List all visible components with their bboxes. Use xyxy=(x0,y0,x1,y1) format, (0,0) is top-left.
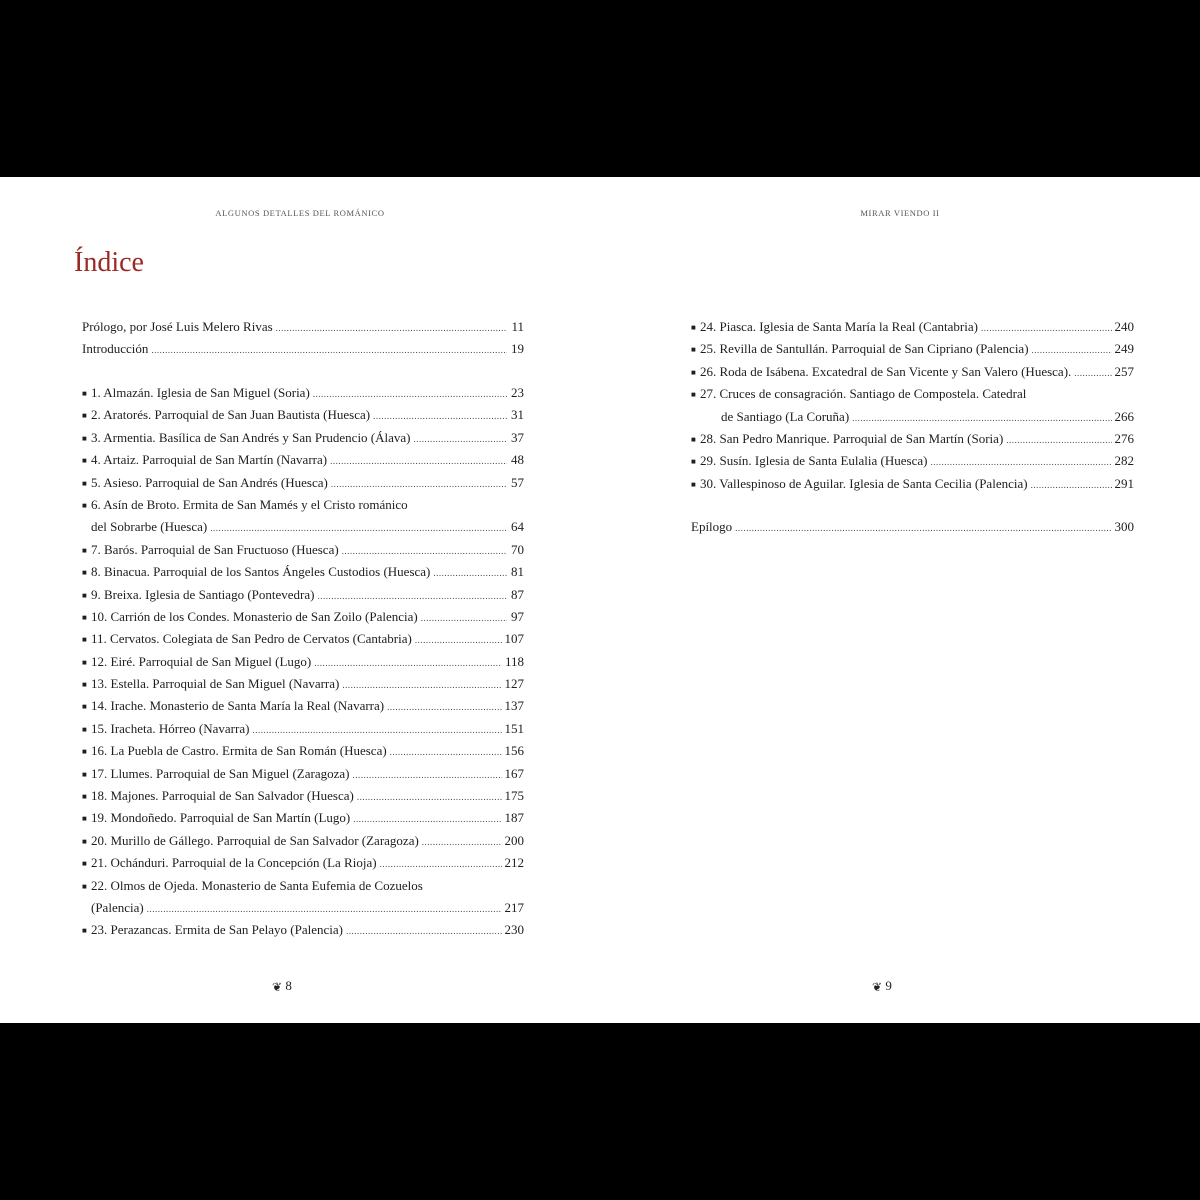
bullet-icon: ■ xyxy=(82,724,87,734)
page-title: Índice xyxy=(74,247,144,278)
toc-page-number: 70 xyxy=(511,541,524,557)
left-page-footer xyxy=(272,978,292,995)
toc-entry-label: 19. Mondoñedo. Parroquial de San Martín (Lugo) xyxy=(91,810,351,826)
toc-entry[interactable] xyxy=(82,695,524,717)
toc-entry-label: 21. Ochánduri. Parroquial de la Concepción (La Rioja) xyxy=(91,855,377,871)
toc-page-number: 11 xyxy=(511,319,524,334)
toc-entry-label: Prólogo, por José Luis Melero Rivas xyxy=(82,319,273,334)
dot-leader xyxy=(353,808,501,830)
bullet-icon: ■ xyxy=(82,612,87,622)
bullet-icon: ■ xyxy=(82,881,87,891)
toc-entry-continuation[interactable] xyxy=(691,406,1134,428)
toc-entry[interactable] xyxy=(82,830,524,852)
toc-entry[interactable] xyxy=(82,494,524,516)
toc-entry-continuation[interactable] xyxy=(82,516,524,538)
dot-leader xyxy=(313,383,507,405)
bullet-icon: ■ xyxy=(691,457,696,467)
toc-entry[interactable] xyxy=(691,383,1134,405)
toc-entry-label: 14. Irache. Monasterio de Santa María la Real (Navarra) xyxy=(91,698,385,714)
toc-entry-label: 16. La Puebla de Castro. Ermita de San Román (Huesca) xyxy=(91,743,387,759)
toc-page-number: 230 xyxy=(504,922,524,938)
toc-entry[interactable] xyxy=(691,473,1134,495)
dot-leader xyxy=(735,517,1111,539)
dot-leader xyxy=(317,585,507,607)
toc-page-number: 97 xyxy=(511,608,524,624)
toc-page-number: 276 xyxy=(1114,430,1134,446)
dot-leader xyxy=(357,786,502,808)
toc-entry-label: 3. Armentia. Basílica de San Andrés y San Prudencio (Álava) xyxy=(91,429,411,445)
toc-entry-epilogo[interactable] xyxy=(691,516,1134,538)
right-chapter-list xyxy=(691,316,1134,495)
toc-entry-label: 12. Eiré. Parroquial de San Miguel (Lugo) xyxy=(91,653,312,669)
toc-entry[interactable] xyxy=(82,651,524,673)
toc-page-number: 48 xyxy=(511,452,524,468)
toc-entry[interactable] xyxy=(82,919,524,941)
dot-leader xyxy=(1032,339,1112,361)
right-page xyxy=(600,177,1200,1023)
toc-entry[interactable] xyxy=(82,606,524,628)
bullet-icon: ■ xyxy=(82,545,87,555)
bullet-icon: ■ xyxy=(82,456,87,466)
toc-page-number: 187 xyxy=(504,810,524,826)
ornament-icon: ❦ xyxy=(272,979,283,994)
bullet-icon: ■ xyxy=(691,479,696,489)
toc-page-number: 87 xyxy=(511,586,524,602)
toc-page-number: 37 xyxy=(511,429,524,445)
bullet-icon: ■ xyxy=(691,345,696,355)
bullet-icon: ■ xyxy=(82,680,87,690)
toc-entry-label: 20. Murillo de Gállego. Parroquial de San Salvador (Zaragoza) xyxy=(91,832,419,848)
dot-leader xyxy=(147,898,502,920)
ornament-icon: ❦ xyxy=(872,979,883,994)
toc-entry[interactable] xyxy=(82,539,524,561)
toc-entry[interactable] xyxy=(82,673,524,695)
toc-entry[interactable] xyxy=(82,382,524,404)
toc-page-number: 300 xyxy=(1114,519,1134,534)
dot-leader xyxy=(433,562,507,584)
toc-entry-label: 24. Piasca. Iglesia de Santa María la Real (Cantabria) xyxy=(700,319,978,334)
toc-entry[interactable] xyxy=(82,404,524,426)
dot-leader xyxy=(252,719,501,741)
dot-leader xyxy=(314,652,502,674)
dot-leader xyxy=(342,674,501,696)
toc-entry-label: Epílogo xyxy=(691,519,733,534)
dot-leader xyxy=(852,407,1111,429)
bullet-icon: ■ xyxy=(82,568,87,578)
bullet-icon: ■ xyxy=(82,433,87,443)
dot-leader xyxy=(352,764,501,786)
bullet-icon: ■ xyxy=(82,747,87,757)
toc-page-number: 118 xyxy=(504,653,524,669)
left-running-head: ALGUNOS DETALLES DEL ROMÁNICO xyxy=(215,208,385,218)
toc-entry[interactable] xyxy=(691,361,1134,383)
dot-leader xyxy=(414,428,507,450)
toc-entry[interactable] xyxy=(691,428,1134,450)
toc-entry-label: 26. Roda de Isábena. Excatedral de San Vicente y San Valero (Huesca). xyxy=(700,363,1072,379)
toc-entry-label: 13. Estella. Parroquial de San Miguel (Navarra) xyxy=(91,676,340,692)
toc-entry[interactable] xyxy=(691,450,1134,472)
intro-toc xyxy=(82,316,524,361)
toc-entry[interactable] xyxy=(82,472,524,494)
book-spread xyxy=(0,177,1200,1023)
bullet-icon: ■ xyxy=(82,411,87,421)
toc-entry-label: 5. Asieso. Parroquial de San Andrés (Huesca) xyxy=(91,474,328,490)
toc-entry-label: 25. Revilla de Santullán. Parroquial de San Cipriano (Palencia) xyxy=(700,341,1029,357)
toc-entry[interactable] xyxy=(82,561,524,583)
toc-page-number: 23 xyxy=(511,385,524,400)
toc-page-number: 81 xyxy=(511,564,524,580)
toc-entry-label: Introducción xyxy=(82,341,149,357)
bullet-icon: ■ xyxy=(82,635,87,645)
page-number: 9 xyxy=(885,978,892,993)
toc-entry[interactable] xyxy=(82,807,524,829)
bullet-icon: ■ xyxy=(82,769,87,779)
toc-page-number: 240 xyxy=(1114,319,1134,334)
toc-page-number: 151 xyxy=(504,720,524,736)
dot-leader xyxy=(930,451,1111,473)
toc-entry[interactable] xyxy=(691,316,1134,338)
left-page xyxy=(0,177,600,1023)
toc-page-number: 137 xyxy=(504,698,524,714)
bullet-icon: ■ xyxy=(82,389,87,398)
toc-page-number: 107 xyxy=(504,631,524,647)
toc-entry[interactable] xyxy=(82,740,524,762)
dot-leader xyxy=(151,339,507,361)
toc-page-number: 167 xyxy=(504,765,524,781)
toc-page-number: 291 xyxy=(1114,475,1134,491)
toc-entry[interactable] xyxy=(82,449,524,471)
toc-entry-label: (Palencia) xyxy=(91,899,144,915)
toc-entry[interactable] xyxy=(82,718,524,740)
dot-leader xyxy=(415,629,502,651)
toc-entry-label: 10. Carrión de los Condes. Monasterio de San Zoilo (Palencia) xyxy=(91,608,418,624)
toc-entry-label: 18. Majones. Parroquial de San Salvador (Huesca) xyxy=(91,788,354,804)
toc-page-number: 127 xyxy=(504,676,524,692)
page-number: 8 xyxy=(285,978,292,993)
dot-leader xyxy=(1006,429,1111,451)
toc-entry-label: 6. Asín de Broto. Ermita de San Mamés y el Cristo románico xyxy=(91,496,408,512)
dot-leader xyxy=(330,450,507,472)
toc-page-number: 175 xyxy=(504,788,524,804)
dot-leader xyxy=(1074,362,1111,384)
dot-leader xyxy=(1031,474,1112,496)
toc-page-number: 200 xyxy=(504,832,524,848)
toc-entry-label: 15. Iracheta. Hórreo (Navarra) xyxy=(91,720,250,736)
toc-entry-label: 28. San Pedro Manrique. Parroquial de San Martín (Soria) xyxy=(700,430,1004,446)
toc-entry-label: 17. Llumes. Parroquial de San Miguel (Zaragoza) xyxy=(91,765,350,781)
toc-entry[interactable] xyxy=(691,338,1134,360)
toc-entry[interactable] xyxy=(82,427,524,449)
toc-page-number: 57 xyxy=(511,474,524,490)
bullet-icon: ■ xyxy=(82,859,87,869)
toc-entry-label: 29. Susín. Iglesia de Santa Eulalia (Huesca) xyxy=(700,453,928,469)
bullet-icon: ■ xyxy=(82,702,87,712)
toc-entry[interactable] xyxy=(82,852,524,874)
toc-page-number: 64 xyxy=(511,519,524,535)
epilogue-toc xyxy=(691,516,1134,538)
toc-entry-label: 2. Aratorés. Parroquial de San Juan Bautista (Huesca) xyxy=(91,407,371,423)
bullet-icon: ■ xyxy=(691,367,696,377)
toc-entry[interactable] xyxy=(82,875,524,897)
dot-leader xyxy=(210,517,507,539)
toc-page-number: 217 xyxy=(504,899,524,915)
toc-entry-label: del Sobrarbe (Huesca) xyxy=(91,519,208,535)
toc-entry-introduccion[interactable] xyxy=(82,338,524,360)
toc-entry[interactable] xyxy=(82,785,524,807)
dot-leader xyxy=(421,607,507,629)
toc-page-number: 257 xyxy=(1114,363,1134,379)
toc-entry[interactable] xyxy=(82,763,524,785)
bullet-icon: ■ xyxy=(691,390,696,400)
right-page-footer xyxy=(872,978,892,995)
toc-page-number: 282 xyxy=(1114,453,1134,469)
bullet-icon: ■ xyxy=(691,434,696,444)
toc-page-number: 19 xyxy=(511,341,524,357)
dot-leader xyxy=(331,473,507,495)
bullet-icon: ■ xyxy=(82,836,87,846)
toc-entry-label: 22. Olmos de Ojeda. Monasterio de Santa Eufemia de Cozuelos xyxy=(91,877,423,893)
toc-entry-continuation[interactable] xyxy=(82,897,524,919)
bullet-icon: ■ xyxy=(691,323,696,332)
toc-entry-label: 7. Barós. Parroquial de San Fructuoso (Huesca) xyxy=(91,541,339,557)
toc-entry-label: 1. Almazán. Iglesia de San Miguel (Soria) xyxy=(91,385,310,400)
toc-page-number: 266 xyxy=(1114,408,1134,424)
dot-leader xyxy=(276,317,507,339)
bullet-icon: ■ xyxy=(82,478,87,488)
toc-page-number: 249 xyxy=(1114,341,1134,357)
bullet-icon: ■ xyxy=(82,926,87,936)
dot-leader xyxy=(387,696,501,718)
right-running-head: MIRAR VIENDO II xyxy=(860,208,940,218)
toc-entry-prologo[interactable] xyxy=(82,316,524,338)
toc-entry-label: 11. Cervatos. Colegiata de San Pedro de Cervatos (Cantabria) xyxy=(91,631,412,647)
toc-entry-label: 9. Breixa. Iglesia de Santiago (Pontevedra) xyxy=(91,586,315,602)
toc-entry-label: 23. Perazancas. Ermita de San Pelayo (Palencia) xyxy=(91,922,343,938)
bullet-icon: ■ xyxy=(82,657,87,667)
bullet-icon: ■ xyxy=(82,792,87,802)
toc-entry[interactable] xyxy=(82,584,524,606)
bullet-icon: ■ xyxy=(82,590,87,600)
dot-leader xyxy=(380,853,502,875)
toc-page-number: 31 xyxy=(511,407,524,423)
dot-leader xyxy=(342,540,507,562)
dot-leader xyxy=(390,741,502,763)
toc-entry-label: 8. Binacua. Parroquial de los Santos Ángeles Custodios (Huesca) xyxy=(91,564,431,580)
dot-leader xyxy=(373,405,507,427)
left-chapter-list xyxy=(82,382,524,942)
toc-page-number: 156 xyxy=(504,743,524,759)
bullet-icon: ■ xyxy=(82,500,87,510)
toc-entry-label: 4. Artaiz. Parroquial de San Martín (Navarra) xyxy=(91,452,328,468)
dot-leader xyxy=(346,920,502,942)
toc-page-number: 212 xyxy=(504,855,524,871)
dot-leader xyxy=(981,317,1112,339)
dot-leader xyxy=(422,831,502,853)
toc-entry[interactable] xyxy=(82,628,524,650)
toc-entry-label: 27. Cruces de consagración. Santiago de Compostela. Catedral xyxy=(700,386,1027,402)
toc-entry-label: de Santiago (La Coruña) xyxy=(721,408,850,424)
bullet-icon: ■ xyxy=(82,814,87,824)
toc-entry-label: 30. Vallespinoso de Aguilar. Iglesia de Santa Cecilia (Palencia) xyxy=(700,475,1028,491)
